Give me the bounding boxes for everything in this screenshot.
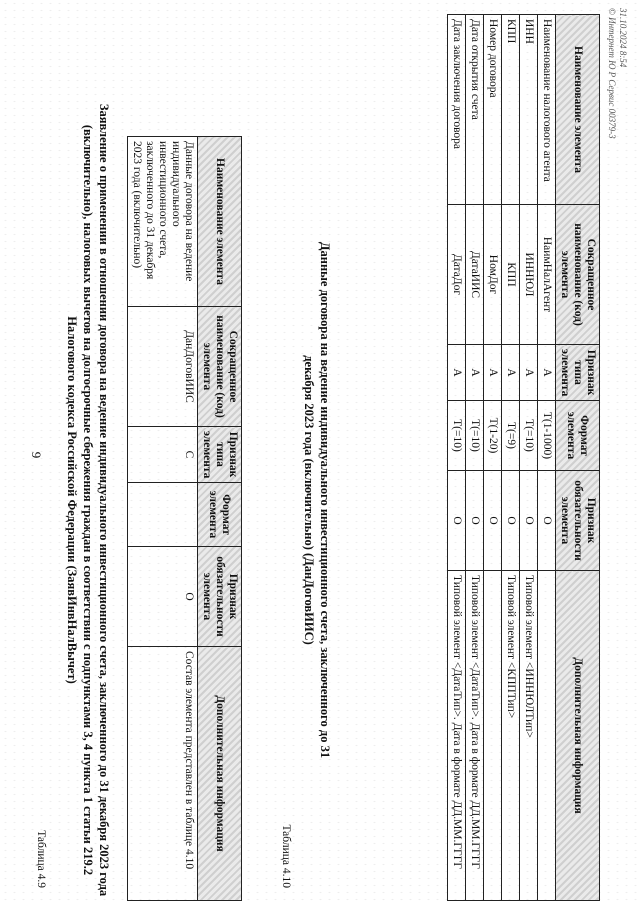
table-cell: ДатаИИС (466, 205, 484, 345)
table-cell: О (484, 471, 502, 571)
table-cell: Наименование налогового агента (538, 15, 556, 205)
table-cell: А (466, 345, 484, 401)
table-caption-1: Таблица 4.9 (35, 830, 47, 888)
table-row (448, 15, 466, 901)
table-cell: О (128, 547, 198, 647)
table-row (520, 15, 538, 901)
table-row (538, 15, 556, 901)
print-stamp-date: 31.10.2024 8:54 (618, 8, 628, 68)
table-header-row (198, 137, 242, 901)
table-caption-2: Таблица 4.10 (280, 824, 292, 888)
table-cell: НомДог (484, 205, 502, 345)
page-number: 9 (29, 451, 44, 459)
table-cell: T(=9) (502, 401, 520, 471)
table-cell: А (520, 345, 538, 401)
header-cell: Наименование элемента (556, 15, 600, 205)
table-cell: Данные договора на ведение индивидуального инвестиционного счета, заключенного до 31 декабря 2023 года (включительно) (128, 137, 198, 307)
table-cell: С (128, 427, 198, 483)
table-cell: О (466, 471, 484, 571)
table-heading-2: Данные договора на ведение индивидуального инвестиционного счета, заключенного до 31 декабря 2023 года (включительно) (ДанДоговИИС) (302, 241, 332, 759)
table-cell: Типовой элемент <КППТип> (502, 571, 520, 901)
header-cell: Дополнительная информация (198, 647, 242, 901)
print-stamp-source: © Интернет Ю Р Сервис 00379-3 (607, 8, 617, 139)
table-cell: КПП (502, 205, 520, 345)
table-header-row (556, 15, 600, 901)
table-cell: Дата заключения договора (448, 15, 466, 205)
header-cell: Признак типа элемента (198, 427, 242, 483)
table-cell: А (484, 345, 502, 401)
table-cell: T(1-20) (484, 401, 502, 471)
table-row (128, 137, 198, 901)
table-cell: НаимНалАгент (538, 205, 556, 345)
table-heading-1: Заявление о применении в отношении договора на ведение индивидуального инвестиционного счета, заключенного до 31 декабря 2023 года (включительно), налоговых вычетов на долгосрочные сбережения граждан в соответствии с подпунктами 3, 4 пункта 1 статьи 219.2 Налогового кодекса Российской Федерации (ЗаявИнвНалВычет) (65, 103, 111, 897)
header-cell: Признак обязательности элемента (556, 471, 600, 571)
table-cell: Типовой элемент <ДатаТип>. Дата в формате ДД.ММ.ГГГГ (448, 571, 466, 901)
table-cell (128, 483, 198, 547)
table-cell: КПП (502, 15, 520, 205)
table-row (484, 15, 502, 901)
header-cell: Наименование элемента (198, 137, 242, 307)
header-cell: Формат элемента (556, 401, 600, 471)
table-cell: T(=10) (520, 401, 538, 471)
header-cell: Формат элемента (198, 483, 242, 547)
table-cell: T(=10) (448, 401, 466, 471)
table-cell: T(=10) (466, 401, 484, 471)
table-cell: Типовой элемент <ДатаТип>. Дата в формате ДД.ММ.ГГГГ (466, 571, 484, 901)
table-row (502, 15, 520, 901)
table-cell: О (448, 471, 466, 571)
table-cell: T(1-1000) (538, 401, 556, 471)
table-cell: Номер договора (484, 15, 502, 205)
table-cell: Типовой элемент <ИННЮЛТип> (520, 571, 538, 901)
table-cell (538, 571, 556, 901)
table-cell: О (502, 471, 520, 571)
table-cell (484, 571, 502, 901)
table-cell: Состав элемента представлен в таблице 4.10 (128, 647, 198, 901)
table-cell: А (538, 345, 556, 401)
table-cell: Дата открытия счета (466, 15, 484, 205)
table-cell: ИНН (520, 15, 538, 205)
table-row (466, 15, 484, 901)
header-cell: Признак типа элемента (556, 345, 600, 401)
table-application (127, 136, 242, 901)
header-cell: Признак обязательности элемента (198, 547, 242, 647)
print-stamp (606, 8, 628, 208)
table-cell: ИННЮЛ (520, 205, 538, 345)
table-cell: А (448, 345, 466, 401)
table-cell: ДатаДог (448, 205, 466, 345)
table-cell: ДанДоговИИС (128, 307, 198, 427)
table-cell: О (520, 471, 538, 571)
table-cell: О (538, 471, 556, 571)
header-cell: Сокращенное наименование (код) элемента (198, 307, 242, 427)
header-cell: Дополнительная информация (556, 571, 600, 901)
table-cell: А (502, 345, 520, 401)
header-cell: Сокращенное наименование (код) элемента (556, 205, 600, 345)
table-contract-data (447, 14, 600, 901)
